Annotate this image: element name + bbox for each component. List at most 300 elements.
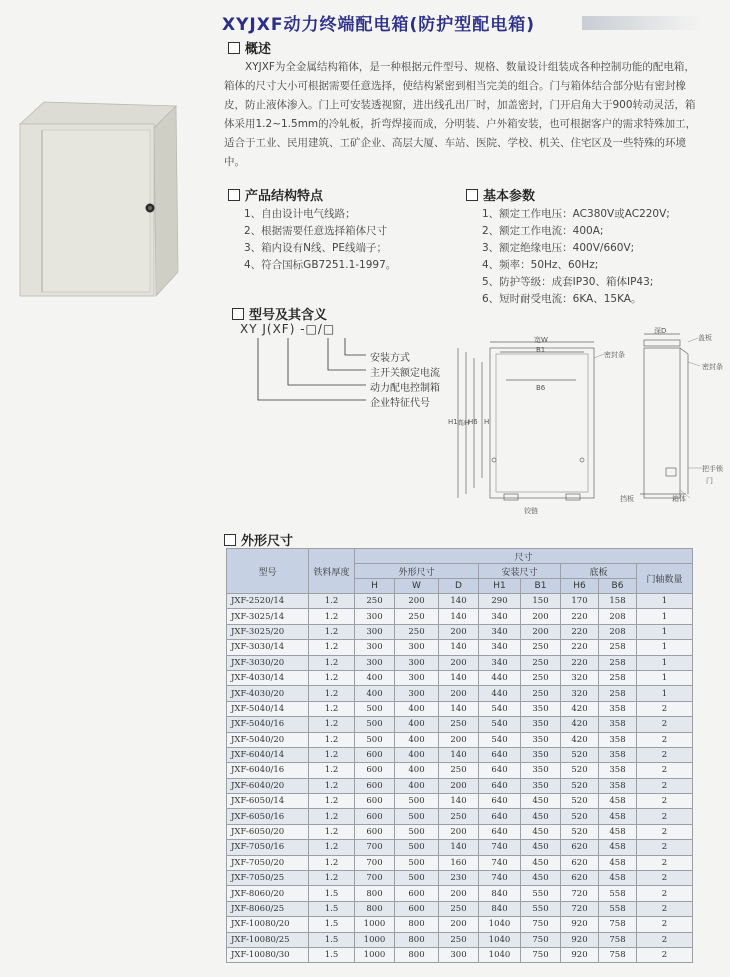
table-row <box>227 778 693 793</box>
table-cell: 1 <box>637 670 693 685</box>
table-cell: 220 <box>561 655 599 670</box>
table-cell: 358 <box>599 747 637 762</box>
dimensions-table-body <box>227 594 693 963</box>
table-cell: 458 <box>599 840 637 855</box>
table-cell: 320 <box>561 670 599 685</box>
table-cell: 740 <box>479 871 521 886</box>
table-cell: JXF-2520/14 <box>227 594 309 609</box>
table-cell: 1.2 <box>309 670 355 685</box>
table-cell: 200 <box>439 686 479 701</box>
table-cell: 620 <box>561 871 599 886</box>
features-heading <box>228 185 323 204</box>
list-item: 4、符合国标GB7251.1-1997。 <box>244 259 397 271</box>
table-cell: 1.5 <box>309 886 355 901</box>
table-row <box>227 624 693 639</box>
table-row <box>227 763 693 778</box>
table-cell: 200 <box>395 594 439 609</box>
header-h1: H1 <box>479 579 521 594</box>
label-b6: B6 <box>536 384 546 392</box>
table-cell: 320 <box>561 686 599 701</box>
table-cell: 400 <box>395 778 439 793</box>
table-cell: 700 <box>355 840 395 855</box>
table-row <box>227 794 693 809</box>
table-row <box>227 747 693 762</box>
table-cell: 2 <box>637 763 693 778</box>
table-cell: JXF-5040/14 <box>227 701 309 716</box>
table-cell: 500 <box>395 855 439 870</box>
table-cell: 2 <box>637 840 693 855</box>
table-cell: JXF-6040/20 <box>227 778 309 793</box>
table-cell: 220 <box>561 609 599 624</box>
params-heading <box>466 185 535 204</box>
table-cell: 1.2 <box>309 594 355 609</box>
model-heading-text: 型号及其含义 <box>249 308 328 323</box>
table-cell: 400 <box>355 686 395 701</box>
table-cell: 520 <box>561 747 599 762</box>
table-cell: 758 <box>599 932 637 947</box>
table-cell: 520 <box>561 763 599 778</box>
table-cell: 140 <box>439 640 479 655</box>
table-cell: 1.5 <box>309 932 355 947</box>
label-h2: 高H <box>457 419 470 427</box>
table-cell: 200 <box>439 778 479 793</box>
table-cell: 500 <box>395 871 439 886</box>
table-cell: 1.2 <box>309 809 355 824</box>
table-cell: 200 <box>439 655 479 670</box>
table-cell: 540 <box>479 717 521 732</box>
checkbox-icon <box>228 189 240 201</box>
table-cell: 358 <box>599 763 637 778</box>
list-item: 3、箱内设有N线、PE线端子； <box>244 242 388 254</box>
table-cell: 1.2 <box>309 824 355 839</box>
table-cell: 1.5 <box>309 901 355 916</box>
table-cell: 500 <box>395 809 439 824</box>
table-row <box>227 686 693 701</box>
table-cell: 840 <box>479 886 521 901</box>
table-cell: 1.2 <box>309 840 355 855</box>
table-cell: JXF-3030/14 <box>227 640 309 655</box>
table-cell: 1.2 <box>309 732 355 747</box>
table-cell: 450 <box>521 855 561 870</box>
table-cell: 520 <box>561 809 599 824</box>
table-cell: 340 <box>479 640 521 655</box>
table-cell: 920 <box>561 917 599 932</box>
table-cell: 2 <box>637 747 693 762</box>
table-cell: JXF-5040/16 <box>227 717 309 732</box>
dims-heading-text: 外形尺寸 <box>241 534 294 549</box>
table-cell: 258 <box>599 655 637 670</box>
checkbox-icon <box>224 534 236 546</box>
table-cell: 520 <box>561 778 599 793</box>
table-cell: 440 <box>479 686 521 701</box>
table-cell: 500 <box>395 794 439 809</box>
checkbox-icon <box>232 308 244 320</box>
table-cell: 1.5 <box>309 917 355 932</box>
table-cell: 558 <box>599 901 637 916</box>
table-cell: 800 <box>355 886 395 901</box>
table-cell: 158 <box>599 594 637 609</box>
model-label-company: 企业特征代号 <box>370 398 430 409</box>
table-cell: 200 <box>439 917 479 932</box>
table-cell: 2 <box>637 732 693 747</box>
table-cell: 800 <box>395 947 439 962</box>
table-cell: 540 <box>479 701 521 716</box>
table-row <box>227 701 693 716</box>
table-cell: 350 <box>521 732 561 747</box>
table-cell: 640 <box>479 747 521 762</box>
table-cell: 250 <box>439 717 479 732</box>
table-cell: 720 <box>561 886 599 901</box>
label-depth: 深D <box>654 327 667 335</box>
table-cell: JXF-10080/25 <box>227 932 309 947</box>
table-cell: 300 <box>395 640 439 655</box>
table-cell: 450 <box>521 809 561 824</box>
table-cell: 350 <box>521 778 561 793</box>
table-cell: 258 <box>599 640 637 655</box>
table-cell: 208 <box>599 609 637 624</box>
table-cell: 1 <box>637 640 693 655</box>
header-thickness: 铁料厚度 <box>309 549 355 594</box>
header-h6: H6 <box>561 579 599 594</box>
table-row <box>227 594 693 609</box>
header-plate: 底板 <box>561 564 637 579</box>
table-cell: 1.2 <box>309 855 355 870</box>
table-cell: 300 <box>355 640 395 655</box>
label-seal: 密封条 <box>604 351 625 359</box>
table-row <box>227 655 693 670</box>
table-cell: 230 <box>439 871 479 886</box>
table-cell: JXF-5040/20 <box>227 732 309 747</box>
table-cell: JXF-4030/14 <box>227 670 309 685</box>
list-item: 2、额定工作电流：400A; <box>482 225 604 237</box>
header-w: W <box>395 579 439 594</box>
table-cell: 290 <box>479 594 521 609</box>
table-cell: 220 <box>561 624 599 639</box>
table-cell: JXF-6050/14 <box>227 794 309 809</box>
table-cell: JXF-3025/20 <box>227 624 309 639</box>
table-row <box>227 717 693 732</box>
table-row <box>227 917 693 932</box>
table-cell: 520 <box>561 824 599 839</box>
model-label-current: 主开关额定电流 <box>370 368 440 379</box>
table-cell: 500 <box>355 717 395 732</box>
table-cell: 300 <box>395 655 439 670</box>
table-cell: JXF-4030/20 <box>227 686 309 701</box>
table-cell: 250 <box>439 901 479 916</box>
table-cell: 250 <box>395 624 439 639</box>
table-cell: JXF-8060/20 <box>227 886 309 901</box>
table-cell: 1.2 <box>309 763 355 778</box>
table-cell: 640 <box>479 763 521 778</box>
table-cell: 920 <box>561 932 599 947</box>
table-cell: 400 <box>395 763 439 778</box>
table-cell: 1040 <box>479 917 521 932</box>
features-heading-text: 产品结构特点 <box>245 189 324 204</box>
header-model: 型号 <box>227 549 309 594</box>
table-cell: 1.2 <box>309 701 355 716</box>
table-cell: 300 <box>395 670 439 685</box>
table-cell: 200 <box>439 624 479 639</box>
table-row <box>227 840 693 855</box>
table-cell: 640 <box>479 794 521 809</box>
table-cell: 1 <box>637 686 693 701</box>
table-cell: 1.2 <box>309 686 355 701</box>
table-cell: 600 <box>355 778 395 793</box>
table-cell: 600 <box>355 824 395 839</box>
table-row <box>227 855 693 870</box>
label-h1: H1 <box>448 418 458 426</box>
table-cell: 500 <box>395 840 439 855</box>
table-cell: 620 <box>561 840 599 855</box>
table-cell: 720 <box>561 901 599 916</box>
table-cell: JXF-7050/25 <box>227 871 309 886</box>
table-cell: 1.2 <box>309 778 355 793</box>
table-cell: JXF-3030/20 <box>227 655 309 670</box>
list-item: 3、额定绝缘电压：400V/660V; <box>482 242 635 254</box>
table-cell: 350 <box>521 747 561 762</box>
table-cell: 1.2 <box>309 624 355 639</box>
table-cell: JXF-6050/20 <box>227 824 309 839</box>
dimension-drawing <box>444 318 730 518</box>
table-cell: 640 <box>479 778 521 793</box>
table-cell: 2 <box>637 717 693 732</box>
table-cell: 450 <box>521 840 561 855</box>
label-top-cover: 盖板 <box>698 334 712 342</box>
model-label-type: 动力配电控制箱 <box>370 383 440 394</box>
table-cell: 2 <box>637 855 693 870</box>
header-outer: 外形尺寸 <box>355 564 479 579</box>
table-cell: 300 <box>355 609 395 624</box>
table-cell: 1.2 <box>309 717 355 732</box>
table-cell: 2 <box>637 809 693 824</box>
table-cell: 258 <box>599 670 637 685</box>
checkbox-icon <box>228 42 240 54</box>
table-cell: 200 <box>439 732 479 747</box>
table-cell: 160 <box>439 855 479 870</box>
table-cell: 250 <box>521 655 561 670</box>
table-cell: 170 <box>561 594 599 609</box>
model-code: XY J(XF) -□/□ <box>240 322 336 336</box>
table-cell: 350 <box>521 763 561 778</box>
label-side-seal: 密封条 <box>702 363 723 371</box>
table-cell: 640 <box>479 824 521 839</box>
list-item: 1、自由设计电气线路； <box>244 208 356 220</box>
table-cell: 2 <box>637 794 693 809</box>
table-cell: 150 <box>521 594 561 609</box>
table-cell: 208 <box>599 624 637 639</box>
table-row <box>227 824 693 839</box>
label-door: 门 <box>706 477 713 485</box>
table-cell: 140 <box>439 701 479 716</box>
table-cell: JXF-10080/20 <box>227 917 309 932</box>
table-cell: 458 <box>599 855 637 870</box>
table-cell: 450 <box>521 871 561 886</box>
table-cell: 1 <box>637 655 693 670</box>
dims-heading <box>224 530 293 549</box>
list-item: 5、防护等级：成套IP30、箱体IP43; <box>482 276 654 288</box>
table-cell: 758 <box>599 947 637 962</box>
table-row <box>227 947 693 962</box>
table-cell: 140 <box>439 609 479 624</box>
page-title: XYJXF动力终端配电箱(防护型配电箱) <box>222 15 536 35</box>
table-cell: 400 <box>395 701 439 716</box>
table-cell: JXF-6050/16 <box>227 809 309 824</box>
table-cell: 1 <box>637 609 693 624</box>
table-cell: 2 <box>637 778 693 793</box>
table-cell: 758 <box>599 917 637 932</box>
table-cell: JXF-6040/16 <box>227 763 309 778</box>
table-cell: 600 <box>395 886 439 901</box>
table-cell: 400 <box>355 670 395 685</box>
params-list <box>482 206 670 308</box>
table-cell: 340 <box>479 624 521 639</box>
table-cell: 250 <box>439 932 479 947</box>
header-h: H <box>355 579 395 594</box>
table-cell: JXF-6040/14 <box>227 747 309 762</box>
table-cell: 600 <box>355 794 395 809</box>
checkbox-icon <box>466 189 478 201</box>
table-cell: 500 <box>355 701 395 716</box>
table-cell: 540 <box>479 732 521 747</box>
table-cell: 458 <box>599 794 637 809</box>
table-cell: 500 <box>395 824 439 839</box>
table-cell: 1.2 <box>309 640 355 655</box>
table-cell: 1.2 <box>309 794 355 809</box>
table-cell: 2 <box>637 932 693 947</box>
table-cell: 400 <box>395 717 439 732</box>
table-cell: 1000 <box>355 947 395 962</box>
table-cell: 800 <box>395 917 439 932</box>
table-cell: JXF-7050/16 <box>227 840 309 855</box>
table-cell: 300 <box>439 947 479 962</box>
table-cell: 1.2 <box>309 747 355 762</box>
table-row <box>227 670 693 685</box>
table-cell: 140 <box>439 840 479 855</box>
table-row <box>227 809 693 824</box>
table-cell: 250 <box>521 640 561 655</box>
list-item: 6、短时耐受电流：6KA、15KA。 <box>482 293 642 305</box>
table-cell: 250 <box>521 670 561 685</box>
table-cell: 1000 <box>355 917 395 932</box>
table-cell: 350 <box>521 717 561 732</box>
label-width: 宽W <box>534 336 548 344</box>
label-h6: H6 <box>468 418 478 426</box>
table-cell: 340 <box>479 655 521 670</box>
list-item: 1、额定工作电压：AC380V或AC220V; <box>482 208 670 220</box>
table-cell: 200 <box>439 824 479 839</box>
title-bar <box>222 6 702 36</box>
header-d: D <box>439 579 479 594</box>
model-code-diagram <box>240 322 460 412</box>
table-cell: 500 <box>355 732 395 747</box>
table-cell: 250 <box>439 763 479 778</box>
table-cell: 700 <box>355 855 395 870</box>
table-cell: 1040 <box>479 947 521 962</box>
table-cell: JXF-8060/25 <box>227 901 309 916</box>
table-cell: 600 <box>355 809 395 824</box>
table-cell: 140 <box>439 747 479 762</box>
table-cell: 450 <box>521 824 561 839</box>
table-cell: 400 <box>395 747 439 762</box>
table-row <box>227 932 693 947</box>
label-b1: B1 <box>536 346 546 354</box>
dimensions-table-wrap <box>226 548 692 963</box>
table-cell: 2 <box>637 871 693 886</box>
table-cell: 450 <box>521 794 561 809</box>
table-cell: 250 <box>439 809 479 824</box>
table-cell: 140 <box>439 670 479 685</box>
dimensions-table <box>226 548 693 963</box>
table-cell: 220 <box>561 640 599 655</box>
title-gradient <box>582 16 702 30</box>
table-cell: 600 <box>355 763 395 778</box>
table-cell: 620 <box>561 855 599 870</box>
table-cell: 458 <box>599 871 637 886</box>
table-cell: 420 <box>561 701 599 716</box>
table-cell: 520 <box>561 794 599 809</box>
table-cell: 300 <box>355 655 395 670</box>
label-handle: 把手锁 <box>702 465 723 473</box>
table-cell: 300 <box>395 686 439 701</box>
table-cell: 800 <box>355 901 395 916</box>
overview-heading <box>228 38 271 57</box>
model-label-install: 安装方式 <box>370 353 410 364</box>
table-cell: 250 <box>395 609 439 624</box>
table-cell: JXF-3025/14 <box>227 609 309 624</box>
table-cell: 200 <box>521 624 561 639</box>
table-cell: 458 <box>599 809 637 824</box>
table-cell: JXF-7050/20 <box>227 855 309 870</box>
cabinet-photo <box>14 96 184 306</box>
table-row <box>227 871 693 886</box>
header-doors: 门轴数量 <box>637 564 693 594</box>
label-h: H <box>484 418 490 426</box>
table-cell: 140 <box>439 594 479 609</box>
features-list <box>244 206 396 274</box>
table-cell: 1000 <box>355 932 395 947</box>
table-cell: 1.2 <box>309 655 355 670</box>
table-cell: 250 <box>521 686 561 701</box>
table-cell: 700 <box>355 871 395 886</box>
table-cell: 420 <box>561 732 599 747</box>
table-cell: 340 <box>479 609 521 624</box>
table-cell: 1.2 <box>309 609 355 624</box>
table-cell: 140 <box>439 794 479 809</box>
table-cell: 200 <box>439 886 479 901</box>
table-cell: 1.2 <box>309 871 355 886</box>
table-cell: 400 <box>395 732 439 747</box>
table-cell: 1.5 <box>309 947 355 962</box>
list-item: 4、频率：50Hz、60Hz; <box>482 259 599 271</box>
table-cell: 550 <box>521 886 561 901</box>
table-cell: 558 <box>599 886 637 901</box>
table-cell: 420 <box>561 717 599 732</box>
table-row <box>227 901 693 916</box>
table-cell: 2 <box>637 917 693 932</box>
label-body: 箱体 <box>672 495 686 503</box>
table-row <box>227 609 693 624</box>
table-cell: 200 <box>521 609 561 624</box>
table-cell: JXF-10080/30 <box>227 947 309 962</box>
table-cell: 258 <box>599 686 637 701</box>
header-size: 尺寸 <box>355 549 693 564</box>
table-cell: 600 <box>355 747 395 762</box>
table-cell: 1040 <box>479 932 521 947</box>
table-cell: 358 <box>599 701 637 716</box>
table-cell: 920 <box>561 947 599 962</box>
table-cell: 250 <box>355 594 395 609</box>
header-b6: B6 <box>599 579 637 594</box>
